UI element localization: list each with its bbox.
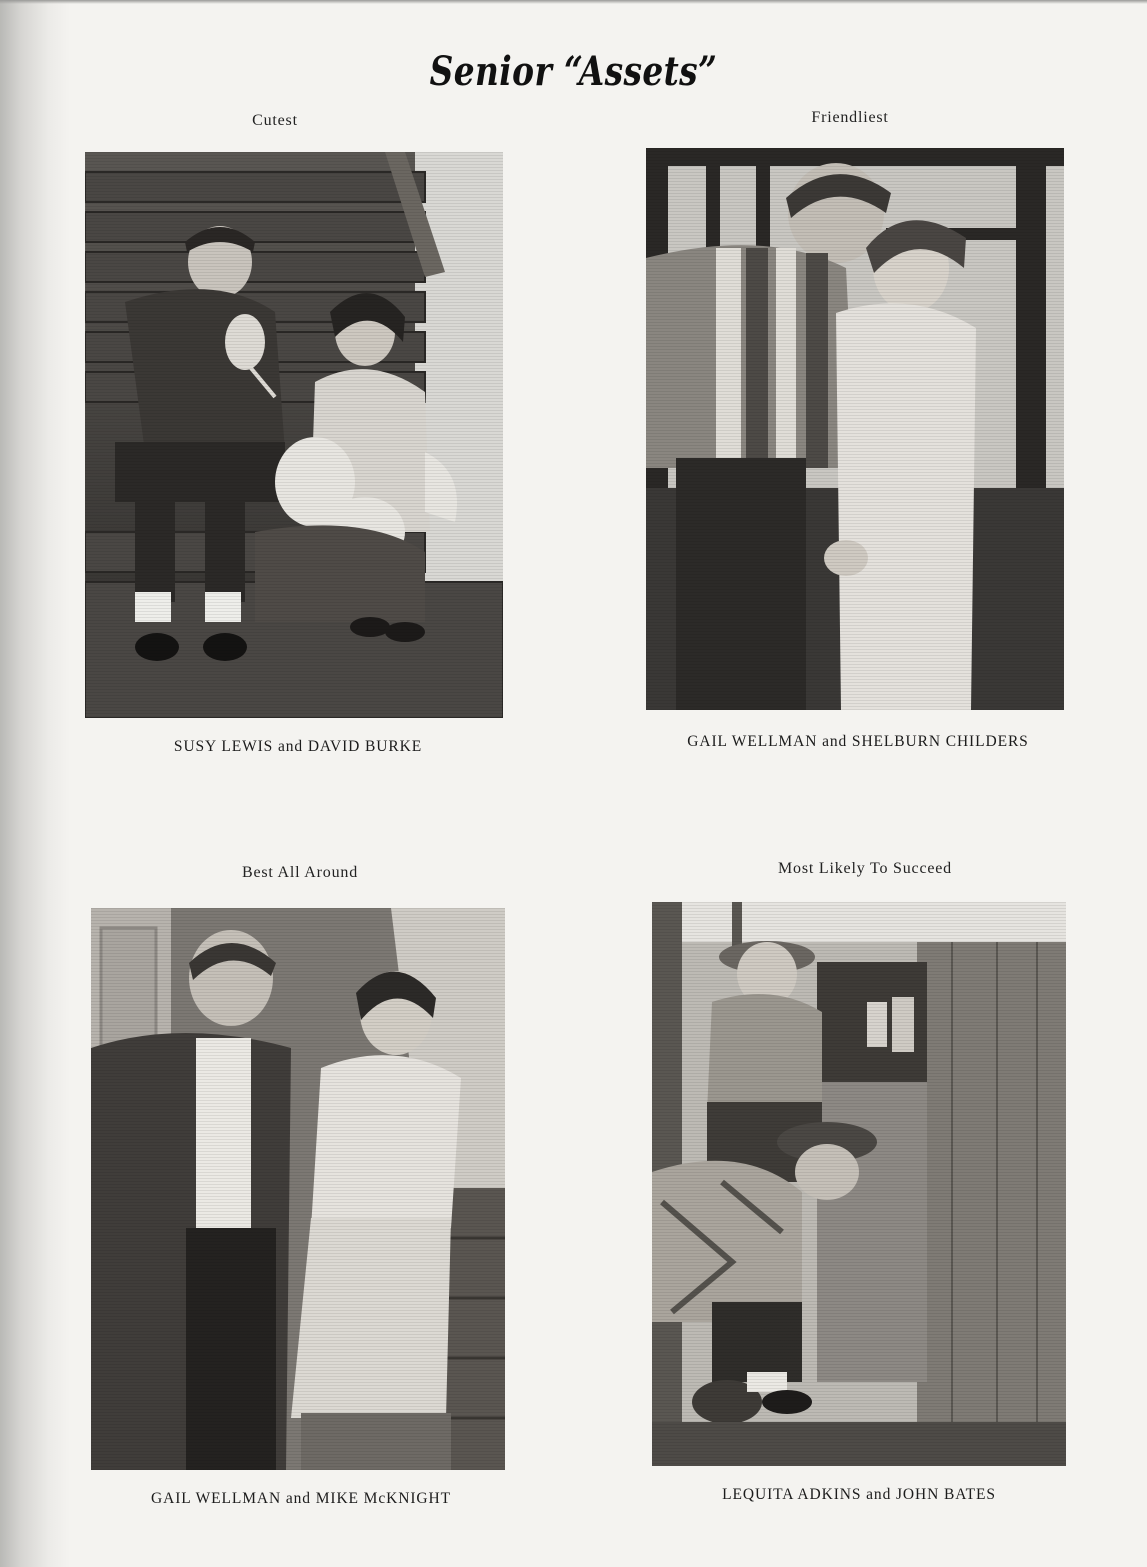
photo-most-likely-to-succeed-image bbox=[652, 902, 1066, 1466]
caption-most-likely-to-succeed: LEQUITA ADKINS and JOHN BATES bbox=[722, 1486, 996, 1503]
photo-best-all-around-image bbox=[91, 908, 505, 1470]
category-label-best-all-around: Best All Around bbox=[241, 864, 358, 881]
page-top-edge bbox=[0, 0, 1147, 4]
caption-best-all-around: GAIL WELLMAN and MIKE McKNIGHT bbox=[151, 1490, 451, 1507]
page-title: Senior “Assets” bbox=[429, 48, 718, 95]
caption-cutest: SUSY LEWIS and DAVID BURKE bbox=[173, 738, 423, 755]
photo-most-likely-to-succeed bbox=[652, 902, 1066, 1466]
category-label-cutest: Cutest bbox=[252, 112, 298, 129]
binding-shadow bbox=[0, 0, 70, 1567]
photo-cutest bbox=[85, 152, 503, 718]
photo-friendliest bbox=[646, 148, 1064, 710]
photo-cutest-image bbox=[85, 152, 503, 718]
category-label-friendliest: Friendliest bbox=[811, 109, 889, 126]
photo-best-all-around bbox=[91, 908, 505, 1470]
category-label-most-likely-to-succeed: Most Likely To Succeed bbox=[778, 860, 952, 877]
photo-friendliest-image bbox=[646, 148, 1064, 710]
caption-friendliest: GAIL WELLMAN and SHELBURN CHILDERS bbox=[687, 733, 1029, 750]
